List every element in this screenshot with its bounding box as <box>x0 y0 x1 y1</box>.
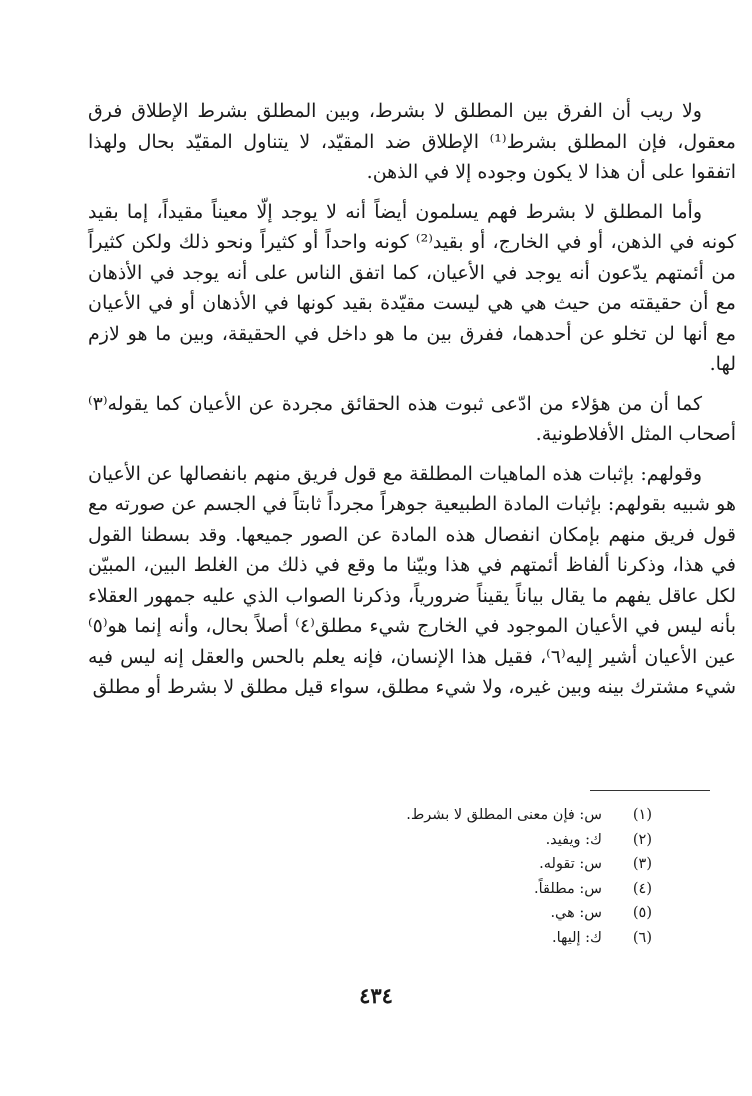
footnote-item <box>232 852 652 877</box>
footnote-text: ك: إليها. <box>552 929 602 946</box>
footnotes-list <box>232 803 652 951</box>
footnote-number: (٣) <box>632 856 652 873</box>
paragraph-1: ولا ريب أن الفرق بين المطلق لا بشرط، وبين المطلق بشرط الإطلاق فرق معقول، فإن المطلق بشرط⁽¹⁾ الإطلاق ضد المقيّد، لا يتناول المقيّد بحال ولهذا اتفقوا على أن هذا لا يكون وجوده إلا في الذهن. <box>88 100 736 183</box>
footnote-separator <box>590 790 710 791</box>
page-number: ٤٣٤ <box>359 983 393 1008</box>
footnote-item <box>232 877 652 902</box>
footnote-item <box>232 828 652 853</box>
paragraph-4: وقولهم: بإثبات هذه الماهيات المطلقة مع قول فريق منهم بانفصالها عن الأعيان هو شبيه بقولهم: بإثبات المادة الطبيعية جوهراً مجرداً ثابتاً في الجسم عن صورته مع قول فريق منهم بإمكان انفصال هذه المادة عن الصور جميعها. وقد بسطنا القول في هذا، وذكرنا ألفاظ أئمتهم في هذا وبيّنا ما وقع في ذلك من الغلط البين، المبيّن لكل عاقل يفهم ما يقال بياناً يقيناً ضرورياً، وذكرنا الصواب الذي عليه جمهور العقلاء بأنه ليس في الأعيان الموجود في الخارج شيء مطلق⁽٤⁾ أصلاً بحال، وأنه إنما هو⁽٥⁾ عين الأعيان أشير إليه⁽٦⁾، فقيل هذا الإنسان، فإنه يعلم بالحس والعقل إنه ليس فيه شيء مشترك بينه وبين غيره، ولا شيء مطلق، سواء قيل مطلق لا بشرط أو مطلق <box>88 462 736 698</box>
footnote-number: (١) <box>632 807 652 823</box>
footnote-text: س: مطلقاً. <box>533 880 602 897</box>
footnote-text: س: هي. <box>550 905 602 922</box>
footnote-item <box>232 901 652 926</box>
footnote-text: ك: ويفيد. <box>545 831 602 848</box>
paragraph-2: وأما المطلق لا بشرط فهم يسلمون أيضاً أنه لا يوجد إلّا معيناً مقيداً، إما بقيد كونه في الذهن، أو في الخارج، أو بقيد⁽²⁾ كونه واحداً أو كثيراً ونحو ذلك ولكن كثيراً من أئمتهم يدّعون أنه يوجد في الأعيان، كما اتفق الناس على أنه يوجد في الأذهان مع أن حقيقته من حيث هي هي ليست مقيّدة بقيد كونها في الأذهان أو في الأعيان مع أنها لن تخلو عن أحدهما، ففرق بين ما هو داخل في الحقيقة، وبين ما هو لازم لها. <box>88 200 736 375</box>
paragraph-3: كما أن من هؤلاء من ادّعى ثبوت هذه الحقائق مجردة عن الأعيان كما يقوله⁽٣⁾ أصحاب المثل الأفلاطونية. <box>88 392 736 445</box>
footnote-number: (٥) <box>632 905 652 922</box>
footnote-text: س: فإن معنى المطلق لا بشرط. <box>406 807 602 823</box>
footnote-number: (٦) <box>632 929 652 946</box>
footnote-text: س: تقوله. <box>539 856 602 873</box>
footnote-number: (٢) <box>632 831 652 848</box>
footnote-number: (٤) <box>632 880 652 897</box>
main-text <box>88 96 736 703</box>
footnote-item <box>232 803 652 828</box>
footnote-item <box>232 926 652 951</box>
